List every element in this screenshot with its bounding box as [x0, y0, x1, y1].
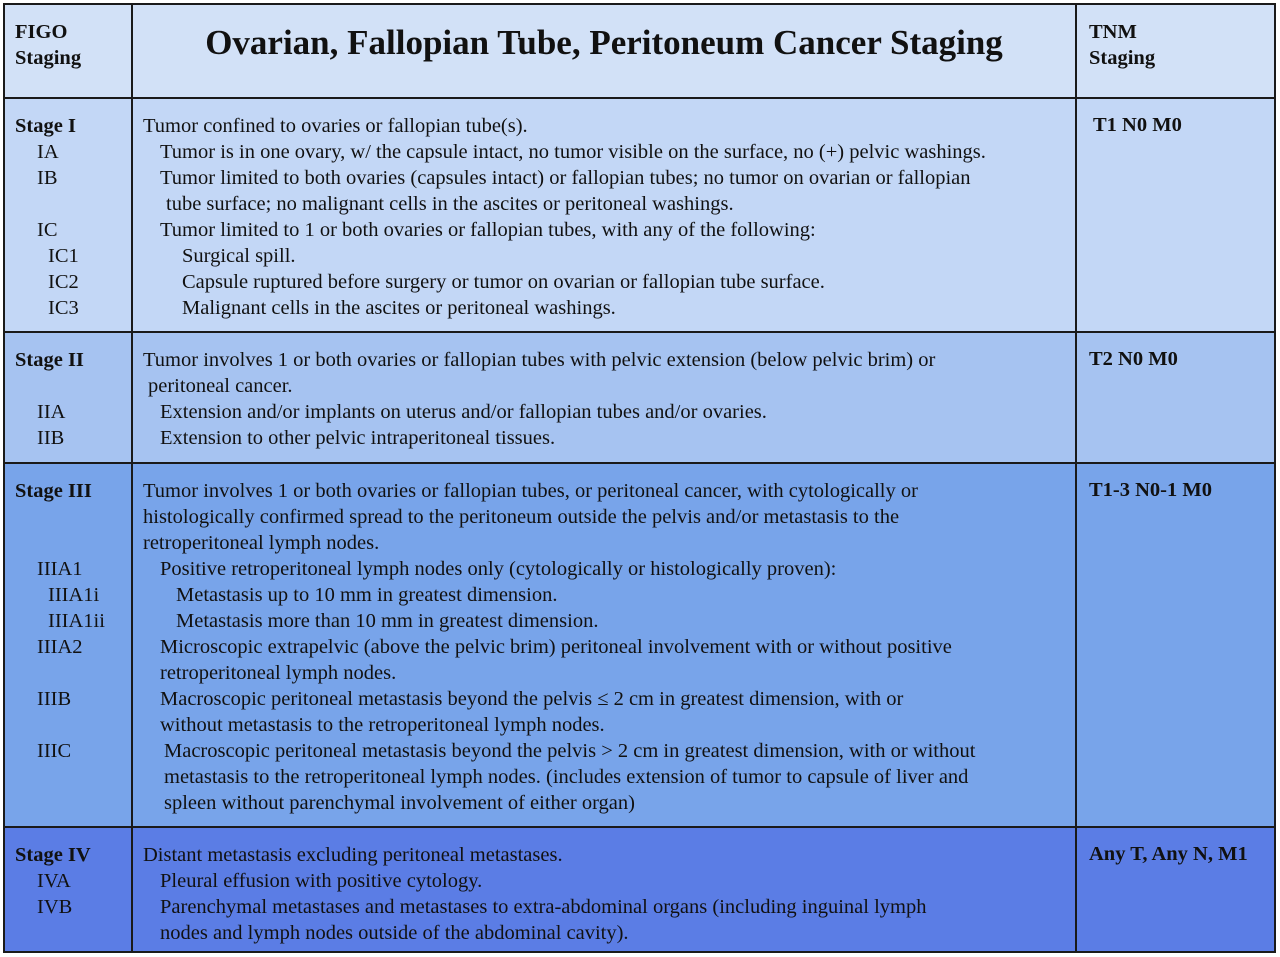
page-title: Ovarian, Fallopian Tube, Peritoneum Cancer Staging: [205, 23, 1003, 62]
substage-label: IC2: [48, 271, 79, 293]
description-line: Metastasis up to 10 mm in greatest dimension.: [176, 584, 558, 606]
description-line: Extension and/or implants on uterus and/or fallopian tubes and/or ovaries.: [160, 401, 767, 423]
description-line: Tumor involves 1 or both ovaries or fallopian tubes with pelvic extension (below pelvic brim) or: [143, 349, 936, 371]
description-line: Macroscopic peritoneal metastasis beyond the pelvis > 2 cm in greatest dimension, with or without: [164, 740, 976, 762]
stage-1-description-cell: [133, 99, 1075, 331]
description-line: Tumor involves 1 or both ovaries or fallopian tubes, or peritoneal cancer, with cytologically or: [143, 480, 918, 502]
stage-4-description-cell: [133, 828, 1075, 951]
figo-header-line1: FIGO: [15, 21, 68, 43]
description-line: Malignant cells in the ascites or peritoneal washings.: [182, 297, 616, 319]
description-line: histologically confirmed spread to the peritoneum outside the pelvis and/or metastasis to the: [143, 506, 900, 528]
substage-label: IC1: [48, 245, 79, 267]
description-line: tube surface; no malignant cells in the ascites or peritoneal washings.: [166, 193, 734, 215]
stage-4-tnm-cell: [1077, 828, 1274, 951]
tnm-value: T1-3 N0-1 M0: [1089, 479, 1212, 501]
figo-header-line2: Staging: [15, 47, 82, 69]
description-line: peritoneal cancer.: [148, 375, 293, 397]
description-line: Tumor is in one ovary, w/ the capsule intact, no tumor visible on the surface, no (+) pelvic washings.: [160, 141, 986, 163]
stage-label: Stage I: [15, 115, 76, 137]
description-line: metastasis to the retroperitoneal lymph nodes. (includes extension of tumor to capsule of liver and: [164, 766, 969, 788]
description-line: Extension to other pelvic intraperitoneal tissues.: [160, 427, 556, 449]
description-line: Distant metastasis excluding peritoneal metastases.: [143, 844, 563, 866]
substage-label: IIIA1i: [48, 584, 100, 606]
description-line: Parenchymal metastases and metastases to extra-abdominal organs (including inguinal lymph: [160, 896, 927, 918]
description-line: Microscopic extrapelvic (above the pelvic brim) peritoneal involvement with or without positive: [160, 636, 952, 658]
header-row: [5, 5, 1274, 97]
description-line: Tumor limited to both ovaries (capsules intact) or fallopian tubes; no tumor on ovarian or fallopian: [160, 167, 971, 189]
substage-label: IIIB: [37, 688, 72, 710]
substage-label: IIIA1: [37, 558, 83, 580]
substage-label: IIB: [37, 427, 65, 449]
tnm-header-line1: TNM: [1089, 21, 1137, 43]
stage-label: Stage IV: [15, 844, 91, 866]
stage-1-row: [5, 97, 1274, 331]
substage-label: IC3: [48, 297, 79, 319]
stage-2-figo-cell: [5, 333, 131, 462]
description-line: retroperitoneal lymph nodes.: [160, 662, 397, 684]
tnm-header-label: [1089, 19, 1155, 71]
stage-1-figo-cell: [5, 99, 131, 331]
description-line: retroperitoneal lymph nodes.: [143, 532, 380, 554]
stage-3-description-cell: [133, 464, 1075, 826]
tnm-header-line2: Staging: [1089, 47, 1156, 69]
tnm-header-cell: [1077, 5, 1274, 97]
stage-label: Stage II: [15, 349, 84, 371]
stage-2-row: [5, 331, 1274, 462]
substage-label: IB: [37, 167, 58, 189]
tnm-value: T1 N0 M0: [1093, 114, 1182, 136]
description-line: nodes and lymph nodes outside of the abdominal cavity).: [160, 922, 629, 944]
stage-4-figo-cell: [5, 828, 131, 951]
description-line: Tumor confined to ovaries or fallopian tube(s).: [143, 115, 528, 137]
description-line: Tumor limited to 1 or both ovaries or fallopian tubes, with any of the following:: [160, 219, 816, 241]
substage-label: IIA: [37, 401, 66, 423]
description-line: Pleural effusion with positive cytology.: [160, 870, 483, 892]
tnm-value: Any T, Any N, M1: [1089, 843, 1248, 865]
staging-table: [3, 3, 1276, 953]
substage-label: IVB: [37, 896, 73, 918]
stage-3-tnm-cell: [1077, 464, 1274, 826]
stage-2-tnm-cell: [1077, 333, 1274, 462]
description-line: spleen without parenchymal involvement of either organ): [164, 792, 635, 814]
description-line: Positive retroperitoneal lymph nodes only (cytologically or histologically proven):: [160, 558, 837, 580]
stage-4-row: [5, 826, 1274, 951]
figo-header-cell: [5, 5, 131, 97]
description-line: Capsule ruptured before surgery or tumor on ovarian or fallopian tube surface.: [182, 271, 825, 293]
stage-2-description-cell: [133, 333, 1075, 462]
substage-label: IC: [37, 219, 58, 241]
description-line: Surgical spill.: [182, 245, 296, 267]
description-line: without metastasis to the retroperitoneal lymph nodes.: [160, 714, 605, 736]
substage-label: IIIA2: [37, 636, 83, 658]
substage-label: IIIA1ii: [48, 610, 105, 632]
description-line: Macroscopic peritoneal metastasis beyond the pelvis ≤ 2 cm in greatest dimension, with or: [160, 688, 904, 710]
title-cell: [133, 5, 1075, 97]
tnm-value: T2 N0 M0: [1089, 348, 1178, 370]
figo-header-label: [15, 19, 81, 71]
description-line: Metastasis more than 10 mm in greatest dimension.: [176, 610, 599, 632]
stage-3-figo-cell: [5, 464, 131, 826]
substage-label: IA: [37, 141, 59, 163]
substage-label: IIIC: [37, 740, 72, 762]
stage-1-tnm-cell: [1077, 99, 1274, 331]
substage-label: IVA: [37, 870, 71, 892]
stage-3-row: [5, 462, 1274, 826]
stage-label: Stage III: [15, 480, 92, 502]
